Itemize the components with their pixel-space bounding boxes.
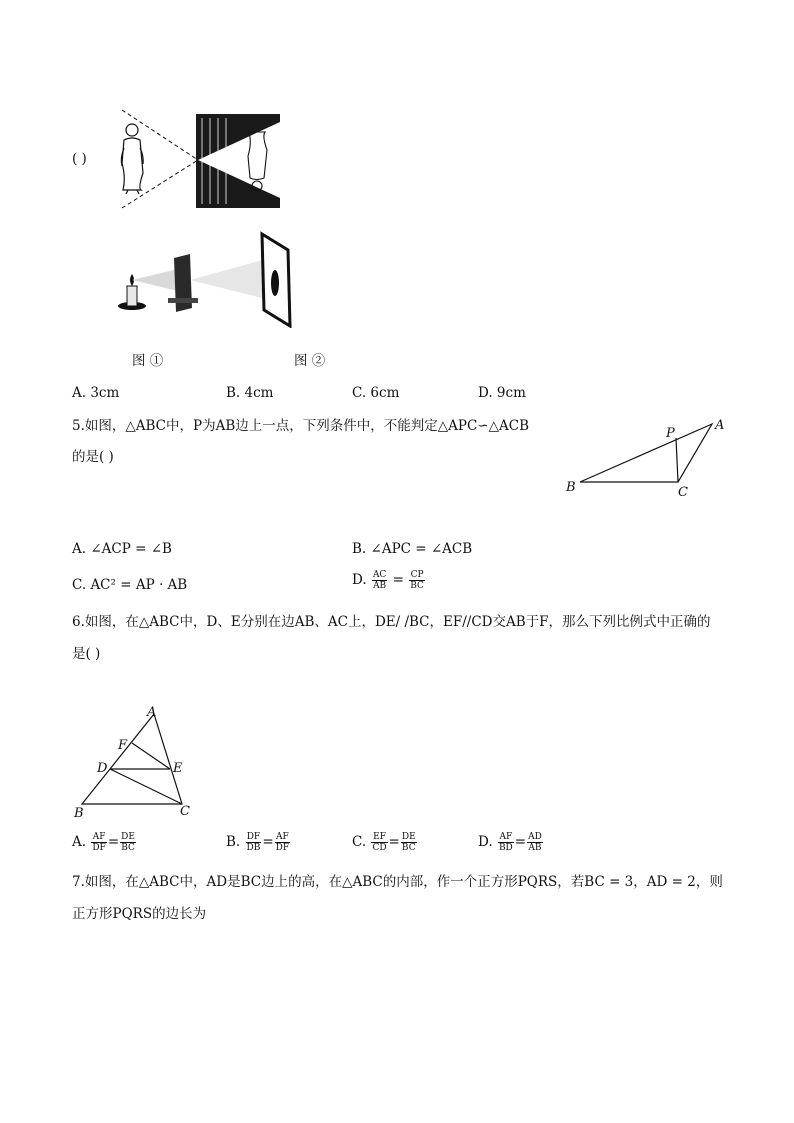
- q5-option-a: A. ∠ACP = ∠B: [72, 541, 172, 557]
- candle-figure: [110, 228, 295, 328]
- label-d: D: [97, 761, 108, 776]
- label-b: B: [566, 480, 576, 495]
- q6-stem-line1: 6.如图，在△ABC中，D、E分别在边AB、AC上，DE/ /BC，EF//CD交AB于F，那么下列比例式中正确的: [72, 614, 711, 630]
- label-b: B: [74, 806, 84, 820]
- label-p: P: [666, 426, 675, 441]
- label-e: E: [173, 761, 183, 776]
- q6-option-c: C. $\frac{EF}{CD}$ = $\frac{DE}{BC}$: [352, 832, 416, 853]
- label-c: C: [678, 485, 688, 500]
- label-a: A: [147, 705, 157, 720]
- q6-option-d: D. $\frac{AF}{BD}$ = $\frac{AD}{AB}$: [478, 832, 542, 853]
- q6-option-b: B. $\frac{DF}{DB}$ = $\frac{AF}{DF}$: [226, 832, 290, 853]
- q6-triangle-figure: [70, 702, 200, 820]
- label-a: A: [715, 418, 725, 433]
- q4-option-b: B. 4cm: [226, 385, 274, 401]
- q5-stem-line1: 5.如图，△ABC中，P为AB边上一点，下列条件中，不能判定△APC∽△ACB: [72, 418, 530, 434]
- label-f: F: [118, 738, 128, 753]
- q4-option-d: D. 9cm: [478, 385, 526, 401]
- person-figure: [121, 124, 143, 194]
- q5-option-c: C. AC² = AP · AB: [72, 577, 188, 593]
- q7-stem-line2: 正方形PQRS的边长为: [72, 906, 207, 922]
- q7-stem-line1: 7.如图，在△ABC中，AD是BC边上的高，在△ABC的内部，作一个正方形PQRS，若BC = 3，AD = 2，则: [72, 874, 723, 890]
- pinhole-figure: [110, 108, 285, 213]
- q4-bracket: ( ): [72, 151, 87, 167]
- q5-triangle-figure: [562, 412, 732, 502]
- q5-stem-line2: 的是( ): [72, 449, 114, 465]
- figure-1-caption: 图 ①: [132, 353, 164, 369]
- q4-option-c: C. 6cm: [352, 385, 400, 401]
- q5-option-d: D. $\frac{AC}{AB}$ = $\frac{CP}{BC}$: [352, 570, 424, 591]
- label-c: C: [180, 804, 190, 819]
- q6-stem-line2: 是( ): [72, 646, 101, 662]
- q4-option-a: A. 3cm: [72, 385, 120, 401]
- figure-2-caption: 图 ②: [294, 353, 326, 369]
- q5-option-b: B. ∠APC = ∠ACB: [352, 541, 473, 557]
- q6-option-a: A. $\frac{AF}{DF}$ = $\frac{DE}{BC}$: [72, 832, 135, 853]
